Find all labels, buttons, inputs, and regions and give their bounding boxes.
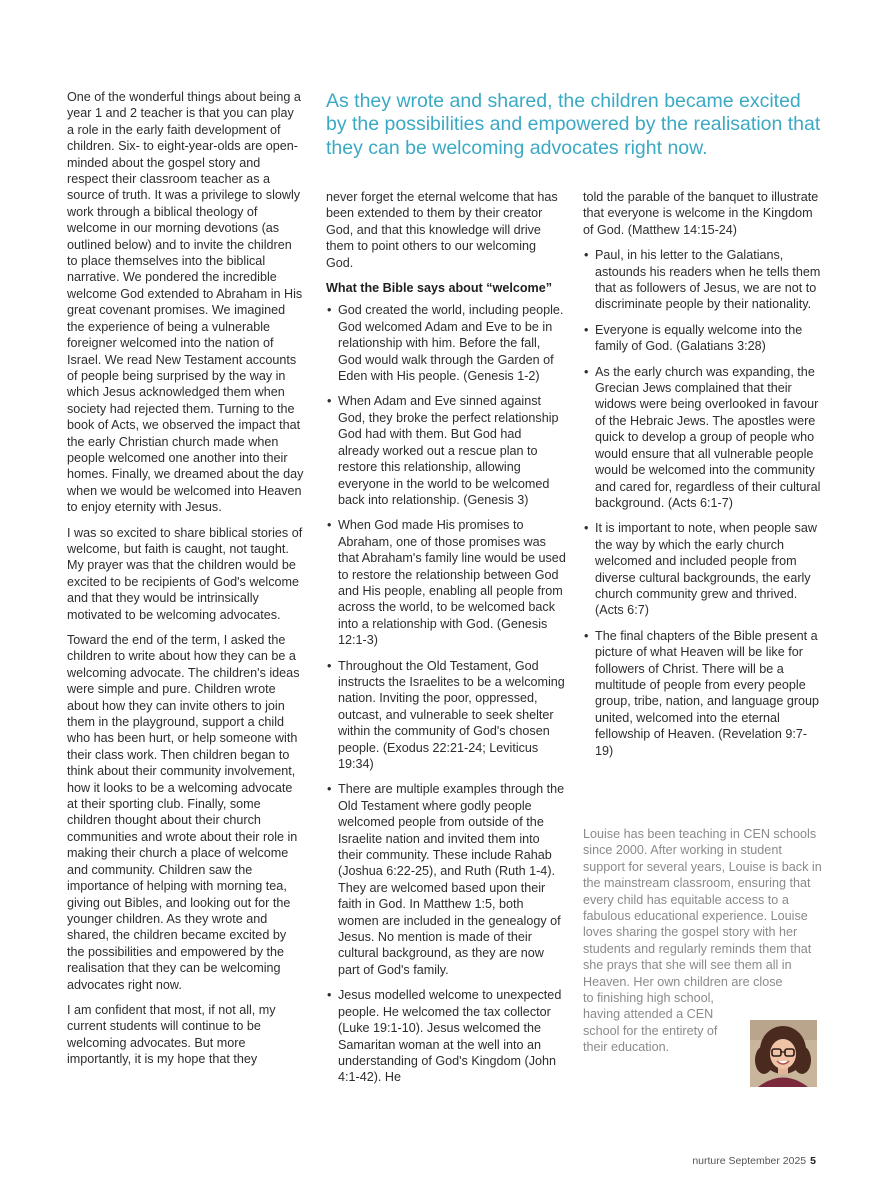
paragraph: told the parable of the banquet to illustrate that everyone is welcome in the Kingdom of God. (Matthew 14:15-24) — [583, 190, 819, 237]
article-column-3 — [583, 189, 823, 768]
list-item: • God created the world, including people. God welcomed Adam and Eve to be in relationship with him. Before the fall, God would walk through the Garden of Eden with His people. (Genesis 1-2) — [326, 302, 566, 384]
paragraph: I was so excited to share biblical stories of welcome, but faith is caught, not taught. My prayer was that the children would be excited to be recipients of God's welcome and that they would be intrinsically motivated to be welcoming advocates. — [67, 525, 303, 622]
list-item: • When Adam and Eve sinned against God, they broke the perfect relationship God had with them. But God had already worked out a rescue plan to restore this relationship, allowing everyone in the world to be welcomed back into relationship. (Genesis 3) — [326, 393, 566, 508]
list-item: • It is important to note, when people saw the way by which the early church welcomed and included people from diverse cultural backgrounds, the early church community grew and thrived. (Acts 6:7) — [583, 520, 823, 618]
list-item: • Jesus modelled welcome to unexpected people. He welcomed the tax collector (Luke 19:1-10). Jesus welcomed the Samaritan woman at the well into an understanding of God's Kingdom (John 4:1-42). He — [326, 987, 566, 1085]
author-photo — [750, 1020, 817, 1087]
page-number: 5 — [810, 1155, 816, 1167]
bio-text-continued: to finishing high school, having attended a CEN school for the entirety of their education. — [583, 991, 718, 1055]
bio-text: Louise has been teaching in CEN schools since 2000. After working in student support for several years, Louise is back in the mainstream classroom, ensuring that every child has equitable access to a fabulous educational experience. Louise loves sharing the gospel story with her students and regularly reminds them that she prays that she will see them all in Heaven. Her own children are close — [583, 827, 822, 989]
list-item: • Throughout the Old Testament, God instructs the Israelites to be a welcoming nation. Inviting the poor, oppressed, outcast, and vulnerable to seek shelter within the community of God's chosen people. (Exodus 22:21-24; Leviticus 19:34) — [326, 658, 566, 773]
list-item: • When God made His promises to Abraham, one of those promises was that Abraham's family line would be used to restore the relationship between God and His people, enabling all people from across the world, to be welcomed back into a relationship with God. (Genesis 12:1-3) — [326, 517, 566, 648]
article-column-2 — [326, 189, 566, 1095]
article-column-1 — [67, 89, 304, 1077]
page-footer — [692, 1155, 816, 1167]
list-item: • Paul, in his letter to the Galatians, astounds his readers when he tells them that as followers of Jesus, we are not to discriminate people by their nationality. — [583, 247, 823, 313]
bullet-list — [583, 247, 823, 759]
list-item: • There are multiple examples through the Old Testament where godly people welcomed people from outside of the Israelite nation and invited them into their community. These include Rahab (Joshua 6:22-25), and Ruth (Ruth 1-4). They are welcomed based upon their faith in God. In Matthew 1:5, both women are included in the genealogy of Jesus. No mention is made of their cultural background, as they are now part of God's family. — [326, 781, 566, 978]
paragraph: One of the wonderful things about being a year 1 and 2 teacher is that you can play a role in the early faith development of children. Six- to eight-year-olds are open-minded about the gospel story and respect their classroom teacher as a source of truth. It was a privilege to slowly work through a biblical theology of welcome in our morning devotions (as outlined below) and to invite the children to place themselves into the biblical narrative. We pondered the incredible welcome God extended to Abraham in His great covenant promises. We imagined the experience of being a vulnerable foreigner welcomed into the nation of Israel. We read New Testament accounts of people being surprised by the way in which Jesus acknowledged them when society had rejected them. Turning to the book of Acts, we observed the impact that the early Christian church made when people welcomed one another into their homes. Finally, we dreamed about the day when we would be welcomed into Heaven to enjoy eternity with Jesus. — [67, 90, 304, 515]
pull-quote: As they wrote and shared, the children became excited by the possibilities and empowered by the realisation that they can be welcoming advocates right now. — [326, 90, 821, 159]
paragraph: I am confident that most, if not all, my current students will continue to be welcoming advocates. But more importantly, it is my hope that they — [67, 1002, 276, 1067]
paragraph: never forget the eternal welcome that has been extended to them by their creator God, and that this knowledge will drive them to point others to our welcoming God. — [326, 190, 558, 270]
bullet-list — [326, 302, 566, 1085]
list-item: • The final chapters of the Bible present a picture of what Heaven will be like for followers of Christ. There will be a multitude of people from every people group, tribe, nation, and language group united, welcomed into the eternal fellowship of Heaven. (Revelation 9:7-19) — [583, 628, 823, 759]
publication-name: nurture September 2025 — [692, 1155, 807, 1167]
list-item: • Everyone is equally welcome into the family of God. (Galatians 3:28) — [583, 322, 823, 355]
list-item: • As the early church was expanding, the Grecian Jews complained that their widows were being overlooked in favour of the Hebraic Jews. The apostles were quick to develop a group of people who would ensure that all vulnerable people would be welcomed into the community and cared for, regardless of their cultural background. (Acts 6:1-7) — [583, 364, 823, 512]
paragraph: Toward the end of the term, I asked the children to write about how they can be a welcoming advocate. The children's ideas were simple and pure. Children wrote about how they can invite others to join them in the playground, support a child who has been hurt, or help someone with their class work. Then children began to think about their community involvement, how it looks to be a welcoming advocate at their sporting club. Finally, some children thought about their church communities and wrote about their role in making their church a place of welcome and community. Children saw the importance of helping with morning tea, giving out Bibles, and looking out for the younger children. As they wrote and shared, the children became excited by the possibilities and empowered by the realisation that they can be welcoming advocates right now. — [67, 633, 300, 992]
section-heading: What the Bible says about “welcome” — [326, 281, 553, 296]
